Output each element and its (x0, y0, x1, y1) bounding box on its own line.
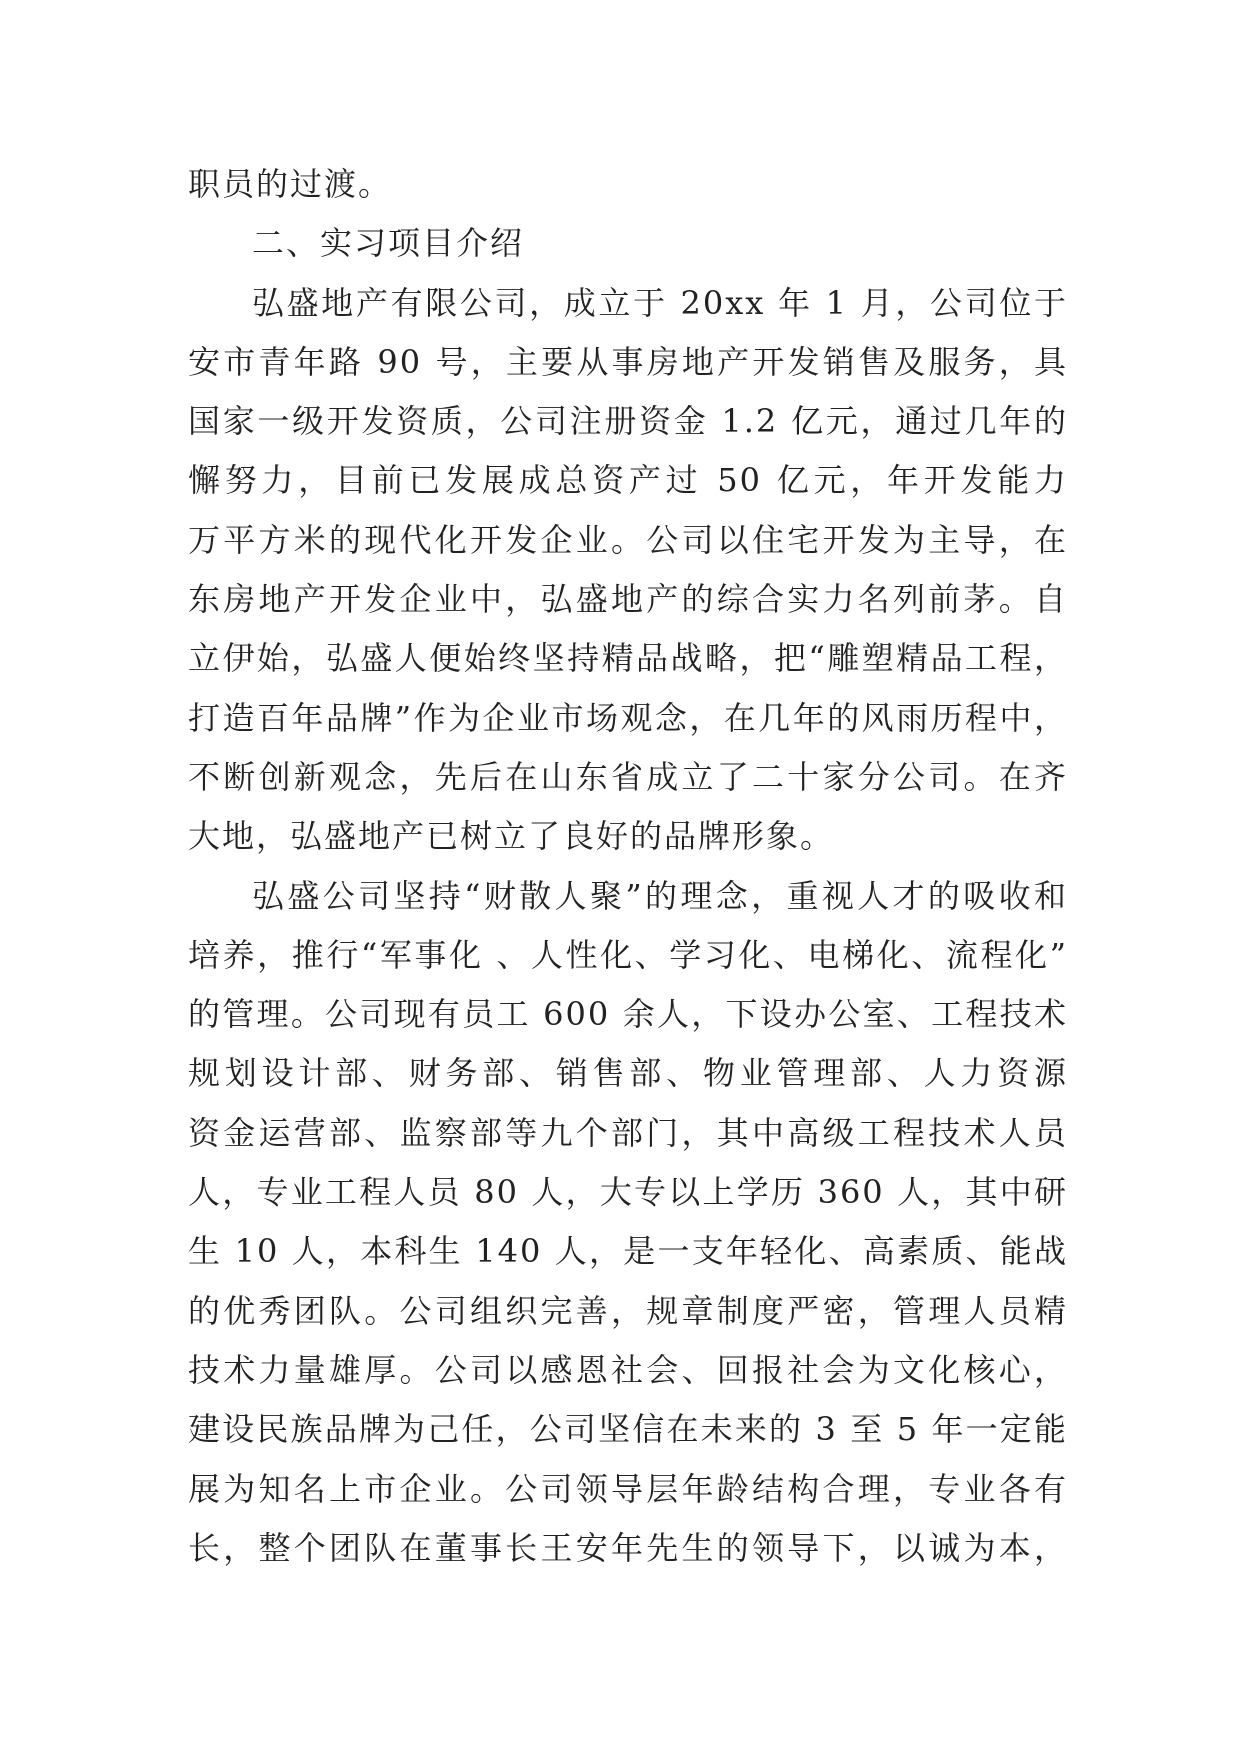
text-line: 规划设计部、财务部、销售部、物业管理部、人力资源 (188, 1054, 1068, 1093)
text-line: 培养，推行“军事化 、人性化、学习化、电梯化、流程化” (188, 935, 1068, 974)
text-line: 生 10 人，本科生 140 人，是一支年轻化、高素质、能战 (188, 1232, 1068, 1271)
text-line: 不断创新观念，先后在山东省成立了二十家分公司。在齐 (188, 757, 1068, 796)
text-line: 大地，弘盛地产已树立了良好的品牌形象。 (188, 817, 835, 856)
text-line: 安市青年路 90 号，主要从事房地产开发销售及服务，具 (188, 342, 1068, 381)
section-heading: 二、实习项目介绍 (252, 224, 525, 263)
text-line: 展为知名上市企业。公司领导层年龄结构合理，专业各有 (188, 1469, 1068, 1508)
text-line: 长，整个团队在董事长王安年先生的领导下，以诚为本， (188, 1528, 1068, 1567)
text-line: 东房地产开发企业中，弘盛地产的综合实力名列前茅。自 (188, 580, 1068, 619)
text-line: 打造百年品牌”作为企业市场观念，在几年的风雨历程中， (188, 698, 1068, 737)
text-line: 弘盛公司坚持“财散人聚”的理念，重视人才的吸收和 (252, 876, 1068, 915)
text-line: 弘盛地产有限公司，成立于 20xx 年 1 月，公司位于 (252, 283, 1068, 322)
text-line: 建设民族品牌为己任，公司坚信在未来的 3 至 5 年一定能 (188, 1410, 1068, 1449)
text-line: 职员的过渡。 (188, 165, 393, 203)
text-line: 资金运营部、监察部等九个部门，其中高级工程技术人员 (188, 1113, 1068, 1152)
text-line: 的管理。公司现有员工 600 余人，下设办公室、工程技术 (188, 995, 1068, 1034)
text-line: 万平方米的现代化开发企业。公司以住宅开发为主导，在 (188, 520, 1068, 559)
text-line: 懈努力，目前已发展成总资产过 50 亿元，年开发能力 (188, 461, 1068, 500)
text-line: 人，专业工程人员 80 人，大专以上学历 360 人，其中研 (188, 1173, 1068, 1212)
text-line: 立伊始，弘盛人便始终坚持精品战略，把“雕塑精品工程， (188, 639, 1068, 678)
text-line: 的优秀团队。公司组织完善，规章制度严密，管理人员精 (188, 1291, 1068, 1330)
text-line: 技术力量雄厚。公司以感恩社会、回报社会为文化核心， (188, 1350, 1068, 1389)
document-body (188, 155, 1068, 1578)
text-line: 国家一级开发资质，公司注册资金 1.2 亿元，通过几年的 (188, 402, 1068, 441)
